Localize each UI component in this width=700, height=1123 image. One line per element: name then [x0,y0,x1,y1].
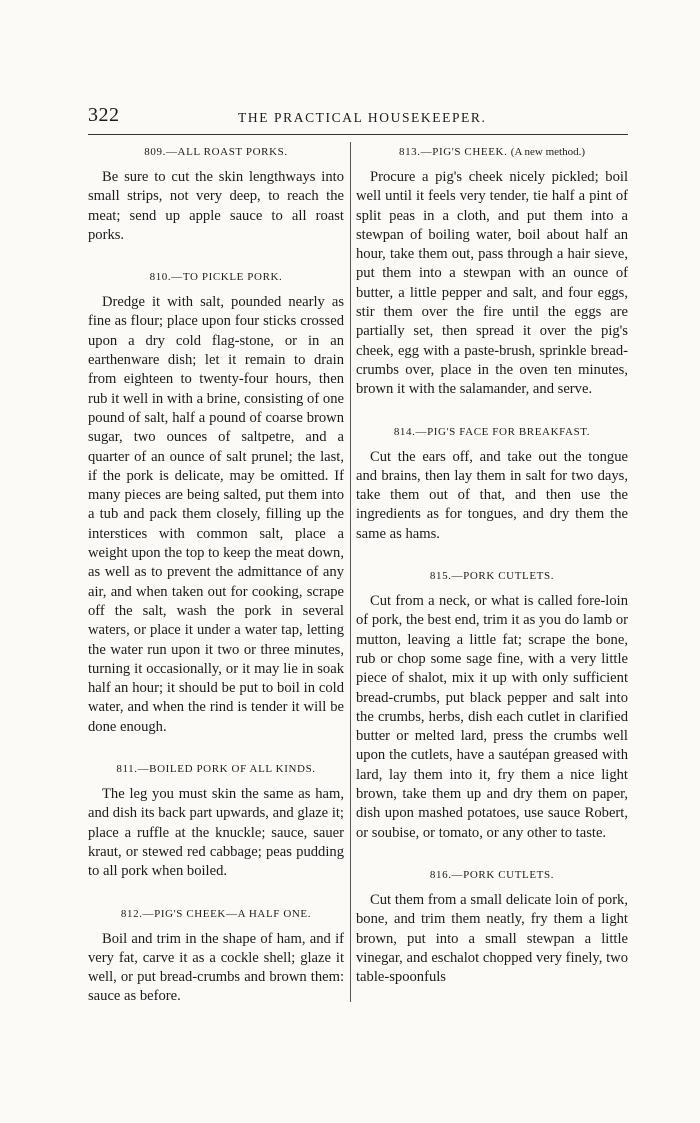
recipe-812 [88,908,344,1007]
recipe-title: 815.—PORK CUTLETS. [429,570,555,583]
recipe-813 [356,146,628,400]
page-header [88,104,628,130]
page-number: 322 [88,104,120,126]
recipe-body: Cut from a neck, or what is called fore-loin of pork, the best end, trim it as you do lamb or mutton, leaving a little fat; scrape the bone, rub or chop some sage fine, with a very little piece of shalot, mix it up with only sufficient bread-crumbs, put black pepper and salt into the crumbs, herbs, dish each cutlet in clarified butter or melted lard, press the crumbs well upon the cutlets, have a sautépan greased with lard, lay them into it, fry them a nice light brown, take them up and dry them on paper, dish upon mashed potatoes, use sauce Robert, or soubise, or tomato, or any other to taste. [356,593,628,841]
recipe-title: 816.—PORK CUTLETS. [429,868,555,881]
header-rule [88,134,628,135]
recipe-title: 809.—ALL ROAST PORKS. [144,146,288,158]
recipe-815 [356,570,628,843]
recipe-title: 814.—PIG'S FACE FOR BREAKFAST. [393,425,591,438]
recipe-body: Boil and trim in the shape of ham, and if very fat, carve it as a cockle shell; glaze it well, or put bread-crumbs and brown them: sauce as before. [88,930,344,1005]
recipe-title-text: 813.—PIG'S CHEEK. [398,146,508,158]
recipe-body: Dredge it with salt, pounded nearly as fine as flour; place upon four sticks crossed upon a dry cold flag-stone, or in an earthenware dish; let it remain to drain from eighteen to twenty-four hours, then rub it well in with a brine, consisting of one pound of salt, half a pound of coarse brown sugar, two ounces of saltpetre, and a quarter of an ounce of salt prunel; the last, if the pork is delicate, may be omitted. If many pieces are being salted, put them into a tub and pack them closely, filling up the interstices with common salt, place a weight upon the top to keep the meat down, as well as to prevent the admittance of any air, and when taken out for cooking, scrape off the salt, wash the pork in several waters, or place it under a water tap, letting the water run upon it two or three minutes, turning it occasionally, or it may lie in soak half an hour; it should be put to boil in cold water, and when the rind is tender it will be done enough. [88,294,344,735]
left-column [88,142,344,1007]
column-divider [350,142,351,1002]
recipe-title [356,146,628,158]
running-title: THE PRACTICAL HOUSEKEEPER. [238,110,487,125]
recipe-810 [88,271,344,737]
recipe-title: 811.—BOILED PORK OF ALL KINDS. [116,763,316,776]
recipe-body: Cut them from a small delicate loin of pork, bone, and trim them neatly, fry them a light brown, put into a small stewpan a little vinegar, and eschalot chopped very finely, two table-spoonfuls [356,891,628,986]
recipe-body: The leg you must skin the same as ham, and dish its back part upwards, and glaze it; place a ruffle at the knuckle; sauce, sauer kraut, or stewed red cabbage; peas pudding to all pork when boiled. [88,786,344,880]
recipe-body: Cut the ears off, and take out the tongue and brains, then lay them in salt for two days, take them out of that, and then use the ingredients as for tongues, and dry them the same as hams. [356,448,628,542]
recipe-816 [356,869,628,987]
recipe-title-note: (A new method.) [510,146,586,158]
recipe-811 [88,763,344,881]
recipe-body: Procure a pig's cheek nicely pickled; boil well until it feels very tender, tie half a pint of split peas in a cloth, and put them into a stewpan of boiling water, boil about half an hour, take them out, pass through a hair sieve, put them into a stewpan with an ounce of butter, a little pepper and salt, and four eggs, stir them over the fire until the eggs are partially set, then spread it over the pig's cheek, egg with a paste-brush, sprinkle bread-crumbs over, place in the oven ten minutes, brown it with the salamander, and serve. [356,169,628,398]
recipe-body: Be sure to cut the skin lengthways into small strips, not very deep, to reach the meat; send up apple sauce to all roast porks. [88,169,344,243]
recipe-title: 812.—PIG'S CHEEK—A HALF ONE. [120,907,312,920]
right-column [356,142,628,987]
recipe-814 [356,426,628,544]
recipe-title: 810.—TO PICKLE PORK. [149,271,283,284]
recipe-809 [88,146,344,245]
